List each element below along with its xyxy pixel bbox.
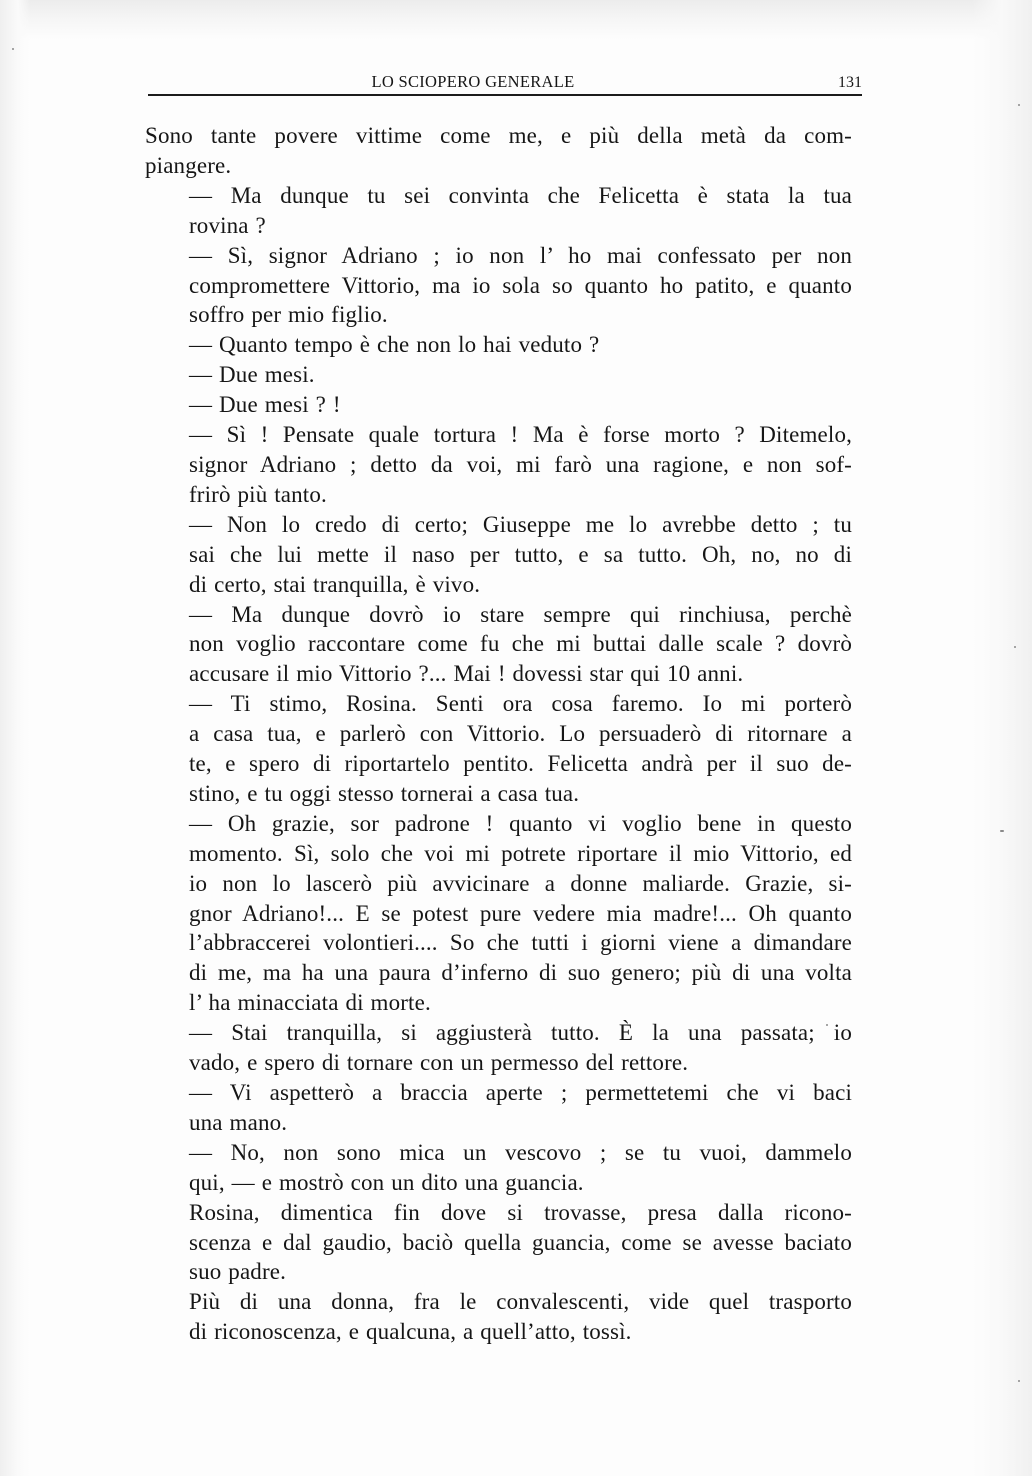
text-line: Rosina, dimentica fin dove si trovasse, presa dalla ricono-: [189, 1199, 852, 1225]
header-rule: [148, 94, 862, 96]
paragraph: [145, 181, 852, 241]
text-line: stino, e tu oggi stesso tornerai a casa tua.: [189, 780, 580, 806]
text-line: di riconoscenza, e qualcuna, a quell’atto, tossì.: [189, 1319, 632, 1345]
paragraph: [145, 420, 852, 510]
text-line: momento. Sì, solo che voi mi potrete riportare il mio Vittorio, ed: [189, 840, 852, 866]
text-line: soffro per mio figlio.: [189, 302, 388, 328]
text-line: una mano.: [189, 1109, 288, 1135]
paragraph: [145, 1138, 852, 1198]
text-line: — Sì ! Pensate quale tortura ! Ma è forse morto ? Ditemelo,: [189, 422, 852, 448]
text-line: — Due mesi ? !: [189, 392, 341, 418]
scan-shading-top: [0, 0, 1032, 40]
paragraph: [145, 510, 852, 600]
paragraph: [145, 330, 852, 360]
text-line: — Vi aspetterò a braccia aperte ; permettetemi che vi baci: [189, 1080, 852, 1105]
text-line: scenza e dal gaudio, baciò quella guancia, come se avesse baciato: [189, 1229, 852, 1255]
body-text: [145, 121, 852, 1347]
text-line: non voglio raccontare come fu che mi buttai dalle scale ? dovrò: [189, 631, 852, 657]
text-line: vado, e spero di tornare con un permesso del rettore.: [189, 1050, 689, 1076]
text-line: signor Adriano ; detto da voi, mi farò una ragione, e non sof-: [189, 451, 852, 477]
text-line: — No, non sono mica un vescovo ; se tu vuoi, dammelo: [189, 1139, 852, 1165]
text-line: l’ ha minacciata di morte.: [189, 990, 431, 1016]
paragraph: [145, 1198, 852, 1288]
text-line: l’abbraccerei volontieri.... So che tutti i giorni viene a dimandare: [189, 930, 852, 956]
text-line: rovina ?: [189, 212, 266, 238]
paragraph: [145, 1018, 852, 1078]
text-line: di certo, stai tranquilla, è vivo.: [189, 571, 481, 597]
paragraph: [145, 390, 852, 420]
page-number: 131: [838, 74, 862, 91]
text-line: suo padre.: [189, 1259, 287, 1285]
text-line: — Due mesi.: [189, 362, 315, 388]
paragraph: [145, 689, 852, 809]
text-line: qui, — e mostrò con un dito una guancia.: [189, 1169, 584, 1195]
scan-shading-left: [0, 0, 30, 1476]
text-line: gnor Adriano!... E se potest pure vedere mia madre!... Oh quanto: [189, 900, 852, 926]
text-line: frirò più tanto.: [189, 481, 327, 507]
text-line: accusare il mio Vittorio ?... Mai ! dovessi star qui 10 anni.: [189, 661, 744, 687]
running-head: [148, 72, 862, 96]
text-line: piangere.: [145, 152, 232, 178]
text-line: — Ma dunque dovrò io stare sempre qui rinchiusa, perchè: [189, 601, 852, 627]
text-line: Sono tante povere vittime come me, e più della metà da com-: [145, 123, 852, 148]
paragraph: [145, 1078, 852, 1138]
text-line: — Sì, signor Adriano ; io non l’ ho mai confessato per non: [189, 242, 852, 268]
text-line: — Stai tranquilla, si aggiusterà tutto. È la una passata; io: [189, 1020, 852, 1046]
paragraph: [145, 121, 852, 181]
scan-shading-right: [972, 0, 1032, 1476]
text-line: Più di una donna, fra le convalescenti, vide quel trasporto: [189, 1289, 852, 1315]
text-line: — Ti stimo, Rosina. Senti ora cosa faremo. Io mi porterò: [189, 691, 852, 717]
paragraph: [145, 241, 852, 331]
running-title: LO SCIOPERO GENERALE: [371, 72, 575, 91]
paragraph: [145, 360, 852, 390]
paragraph: [145, 809, 852, 1018]
paragraph: [145, 1287, 852, 1347]
text-line: compromettere Vittorio, ma io sola so quanto ho patito, e quanto: [189, 272, 852, 298]
text-line: te, e spero di riportartelo pentito. Felicetta andrà per il suo de-: [189, 751, 852, 777]
text-line: — Ma dunque tu sei convinta che Felicetta è stata la tua: [189, 182, 852, 208]
text-line: di me, ma ha una paura d’inferno di suo genero; più di una volta: [189, 960, 852, 986]
text-line: sai che lui mette il naso per tutto, e sa tutto. Oh, no, no di: [189, 541, 852, 567]
text-line: — Oh grazie, sor padrone ! quanto vi voglio bene in questo: [189, 810, 852, 836]
text-line: — Quanto tempo è che non lo hai veduto ?: [189, 332, 600, 358]
text-line: a casa tua, e parlerò con Vittorio. Lo persuaderò di ritornare a: [189, 721, 852, 747]
text-line: — Non lo credo di certo; Giuseppe me lo avrebbe detto ; tu: [189, 511, 852, 537]
paragraph: [145, 600, 852, 690]
text-line: io non lo lascerò più avvicinare a donne maliarde. Grazie, si-: [189, 870, 852, 896]
